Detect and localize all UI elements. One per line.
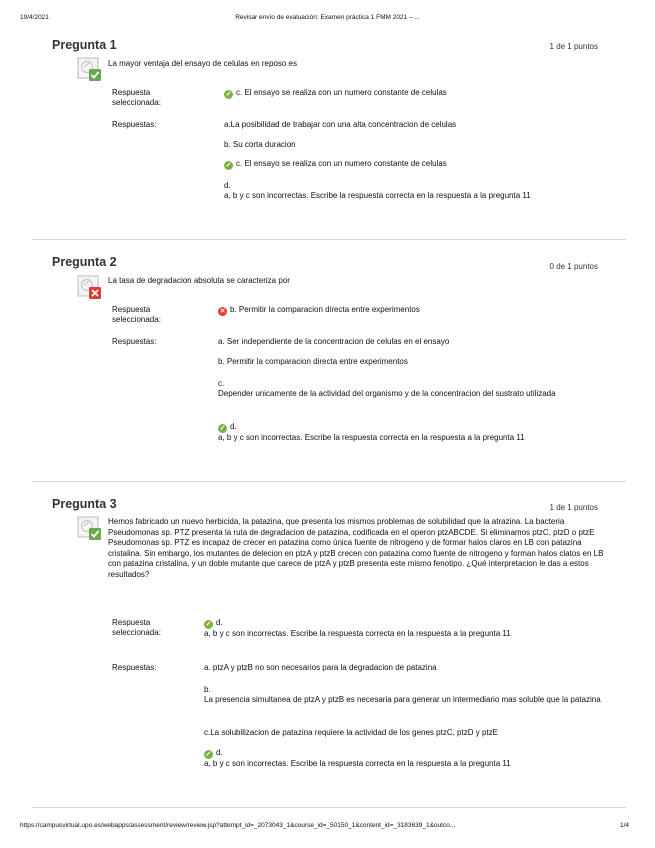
selected-answer: ✓ c. El ensayo se realiza con un numero constante de celulas bbox=[225, 88, 447, 98]
answer-option: b. Permitir la comparacion directa entre experimentos bbox=[218, 357, 408, 366]
selected-answer-label: Respuesta seleccionada: bbox=[112, 88, 161, 107]
question-title: Pregunta 3 bbox=[52, 497, 117, 511]
incorrect-result-icon bbox=[76, 275, 104, 301]
cross-icon: ✕ bbox=[219, 308, 226, 315]
answer-option: La presencia simultanea de ptzA y ptzB es necesaria para generar un intermediario mas soluble que la patazina bbox=[204, 695, 601, 704]
answer-option: a. Ser independiente de la concentracion de celulas en el ensayo bbox=[218, 337, 450, 346]
question-1 bbox=[32, 38, 626, 228]
selected-answer-label: Respuesta seleccionada: bbox=[112, 305, 161, 324]
question-score: 0 de 1 puntos bbox=[549, 262, 598, 271]
answer-option: a.La posibilidad de trabajar con una alta concentracion de celulas bbox=[224, 120, 457, 129]
answer-option-letter: c. bbox=[218, 379, 225, 388]
check-icon: ✓ bbox=[205, 621, 212, 628]
question-text: Hemos fabricado un nuevo herbicida, la patazina, que presenta los mismos problemas de solubilidad que la atrazina. La bacteria Pseudomonas sp. PTZ presenta la ruta de degradacion de patazina, codificada en el operon ptzABCDE. Si eliminamos ptzC, ptzD o ptzE Pseudomonas sp. PTZ es incapaz de crecer en patazina como única fuente de nitrogeno y de formar halos claros en LB con patazina cristalina. Sin embargo, los mutantes de delecion en ptzA y ptzB crecen con patazina como fuente de nitrogeno y forman halos clatos en LB con patazina cristalina, y un doble mutante que carece de ptzA y ptzB presenta este mismo fenotipo. ¿Qué interpretacion le das a estos resultados? bbox=[108, 517, 604, 579]
answer-option: c.La solubilizacion de patazina requiere la actividad de los genes ptzC, ptzD y ptzE bbox=[204, 728, 498, 737]
question-text: La tasa de degradacion absoluta se caracteriza por bbox=[108, 276, 290, 285]
answer-option: Depender unicamente de la actividad del organismo y de la concentracion del sustrato utilizada bbox=[218, 389, 556, 398]
answer-option: a, b y c son incorrectas. Escribe la respuesta correcta en la respuesta a la pregunta 11 bbox=[204, 759, 511, 768]
answer-option: b. Su corta duracion bbox=[224, 140, 296, 149]
answers-label: Respuestas: bbox=[112, 337, 157, 346]
divider bbox=[32, 239, 626, 240]
question-title: Pregunta 2 bbox=[52, 255, 117, 269]
selected-answer-label: Respuesta seleccionada: bbox=[112, 618, 161, 637]
question-text: La mayor ventaja del ensayo de celulas en reposo es bbox=[108, 59, 298, 68]
check-icon: ✓ bbox=[205, 751, 212, 758]
answer-option-letter: ✓ d. bbox=[219, 422, 237, 432]
selected-answer-letter: ✓ d. bbox=[205, 618, 223, 628]
page-number: 1/4 bbox=[619, 822, 629, 829]
selected-answer: ✕ b. Permitir la comparacion directa entre experimentos bbox=[219, 305, 420, 315]
print-title: Revisar envío de evaluación: Examen práctica 1 FMM 2021 – ... bbox=[235, 14, 420, 21]
question-title: Pregunta 1 bbox=[52, 38, 117, 52]
answer-option-letter: ✓ d. bbox=[205, 748, 223, 758]
answer-option: a, b y c son incorrectas. Escribe la respuesta correcta en la respuesta a la pregunta 11 bbox=[218, 433, 525, 442]
answers-label: Respuestas: bbox=[112, 120, 157, 129]
divider bbox=[32, 807, 626, 808]
question-score: 1 de 1 puntos bbox=[549, 42, 598, 51]
check-icon: ✓ bbox=[225, 162, 232, 169]
answer-option-letter: d. bbox=[224, 181, 231, 190]
answer-option: a. ptzA y ptzB no son necesarios para la degradacion de patazina bbox=[204, 663, 437, 672]
answers-label: Respuestas: bbox=[112, 663, 157, 672]
divider bbox=[32, 481, 626, 482]
answer-option: ✓ c. El ensayo se realiza con un numero constante de celulas bbox=[225, 159, 447, 169]
question-score: 1 de 1 puntos bbox=[549, 503, 598, 512]
correct-result-icon bbox=[76, 516, 104, 542]
check-icon: ✓ bbox=[225, 91, 232, 98]
page-url: https://campusvirtual.upo.es/webapps/assessment/review/review.jsp?attempt_id=_2073043_1&course_id=_50150_1&content_id=_3183639_1&outco... bbox=[20, 822, 456, 829]
answer-option: a, b y c son incorrectas. Escribe la respuesta correcta en la respuesta a la pregunta 11 bbox=[224, 191, 531, 200]
question-3 bbox=[32, 497, 626, 797]
selected-answer: a, b y c son incorrectas. Escribe la respuesta correcta en la respuesta a la pregunta 11 bbox=[204, 629, 511, 638]
print-date: 19/4/2021 bbox=[20, 14, 49, 21]
answer-option-letter: b. bbox=[204, 685, 211, 694]
correct-result-icon bbox=[76, 57, 104, 83]
question-2 bbox=[32, 255, 626, 470]
check-icon: ✓ bbox=[219, 425, 226, 432]
